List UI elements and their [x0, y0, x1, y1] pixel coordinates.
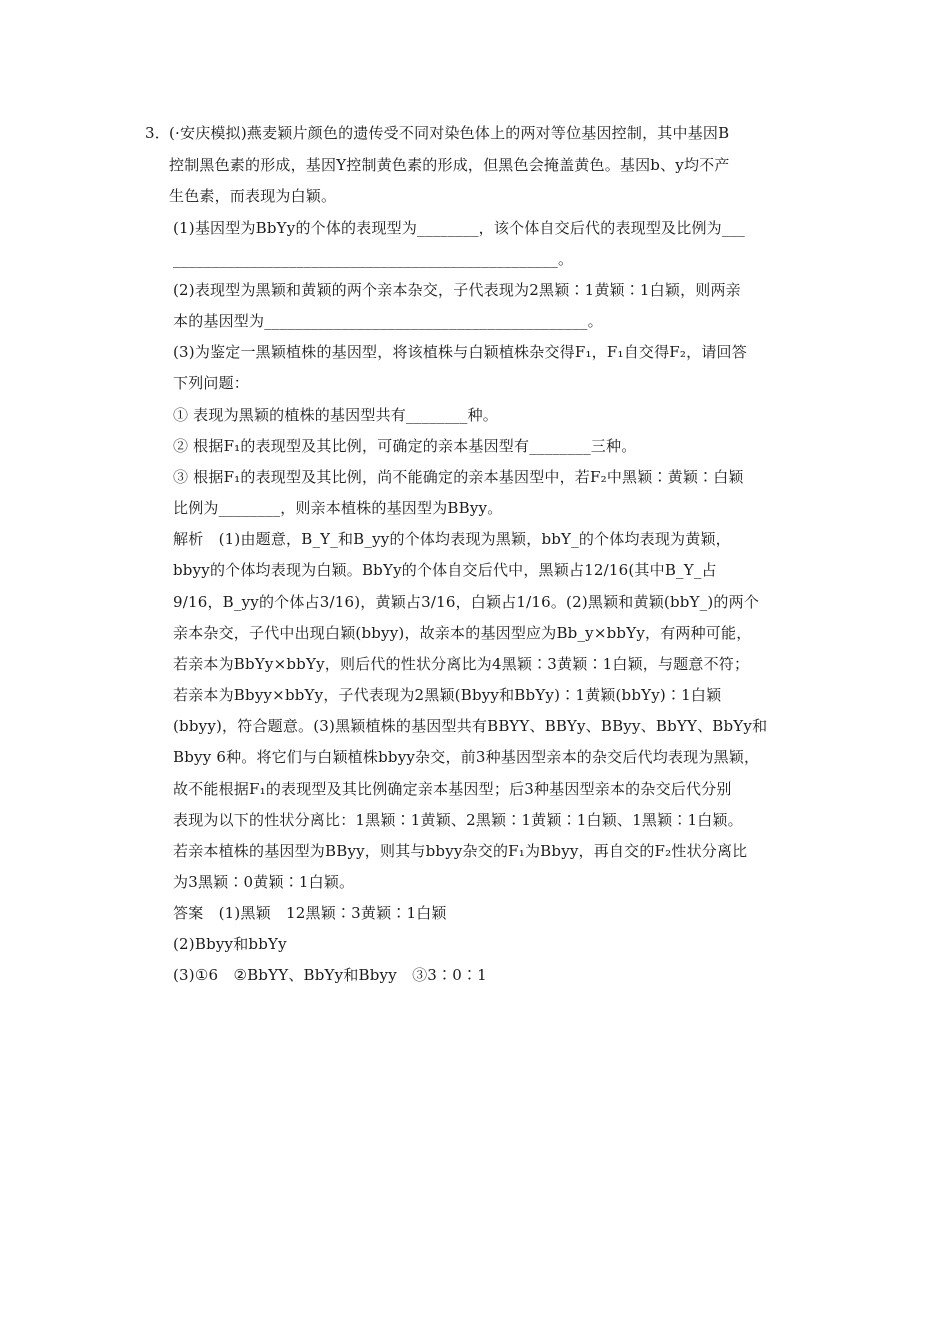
analysis-line: 若亲本为Bbyy×bbYy，子代表现为2黑颖(Bbyy和BbYy)∶1黄颖(bbYy)∶1白颖: [173, 686, 722, 704]
part-3-line-1: (3)为鉴定一黑颖植株的基因型，将该植株与白颖植株杂交得F₁，F₁自交得F₂，请回答: [173, 343, 747, 361]
analysis-line: 故不能根据F₁的表现型及其比例确定亲本基因型；后3种基因型亲本的杂交后代分别: [173, 780, 732, 798]
answer-line-1: 答案 (1)黑颖 12黑颖∶3黄颖∶1白颖: [173, 904, 447, 922]
part-2-line-2: 本的基因型为__________________________________________。: [173, 312, 603, 330]
analysis-line: 9/16，B_yy的个体占3/16)，黄颖占3/16，白颖占1/16。(2)黑颖和黄颖(bbY_)的两个: [173, 593, 760, 611]
answer-line-2: (2)Bbyy和bbYy: [173, 935, 287, 953]
question-stem-line-1: (·安庆模拟)燕麦颖片颜色的遗传受不同对染色体上的两对等位基因控制，其中基因B: [169, 124, 730, 142]
analysis-line: (bbyy)，符合题意。(3)黑颖植株的基因型共有BBYY、BBYy、BByy、BbYY、BbYy和: [173, 717, 768, 735]
question-stem-line-2: 控制黑色素的形成，基因Y控制黄色素的形成，但黑色会掩盖黄色。基因b、y均不产: [169, 156, 730, 174]
analysis-line: 亲本杂交，子代中出现白颖(bbyy)，故亲本的基因型应为Bb_y×bbYy，有两种可能，: [173, 624, 752, 642]
part-1-line-1: (1)基因型为BbYy的个体的表现型为________，该个体自交后代的表现型及比例为___: [173, 219, 745, 237]
analysis-line: 若亲本为BbYy×bbYy，则后代的性状分离比为4黑颖∶3黄颖∶1白颖，与题意不符；: [173, 655, 750, 673]
part-3-subquestion-3-line-2: 比例为________，则亲本植株的基因型为BByy。: [173, 499, 503, 517]
part-3-line-2: 下列问题：: [173, 374, 250, 392]
analysis-line: bbyy的个体均表现为白颖。BbYy的个体自交后代中，黑颖占12/16(其中B_Y_占: [173, 561, 717, 579]
analysis-line: Bbyy 6种。将它们与白颖植株bbyy杂交，前3种基因型亲本的杂交后代均表现为黑颖，: [173, 748, 760, 766]
part-1-line-2: __________________________________________________。: [173, 250, 574, 268]
part-3-subquestion-3-line-1: ③ 根据F₁的表现型及其比例，尚不能确定的亲本基因型中，若F₂中黑颖∶黄颖∶白颖: [173, 468, 744, 486]
part-3-subquestion-2: ② 根据F₁的表现型及其比例，可确定的亲本基因型有________三种。: [173, 437, 637, 455]
analysis-line: 为3黑颖∶0黄颖∶1白颖。: [173, 873, 355, 891]
analysis-line: 表现为以下的性状分离比：1黑颖∶1黄颖、2黑颖∶1黄颖∶1白颖、1黑颖∶1白颖。: [173, 811, 743, 829]
question-number: 3．: [145, 124, 170, 142]
analysis-line: 若亲本植株的基因型为BByy，则其与bbyy杂交的F₁为Bbyy，再自交的F₂性状分离比: [173, 842, 748, 860]
part-2-line-1: (2)表现型为黑颖和黄颖的两个亲本杂交，子代表现为2黑颖∶1黄颖∶1白颖，则两亲: [173, 281, 741, 299]
question-stem-line-3: 生色素，而表现为白颖。: [169, 187, 337, 205]
answer-line-3: (3)①6 ②BbYY、BbYy和Bbyy ③3∶0∶1: [173, 966, 487, 984]
analysis-line: 解析 (1)由题意，B_Y_和B_yy的个体均表现为黑颖，bbY_的个体均表现为黄颖，: [173, 530, 731, 548]
part-3-subquestion-1: ① 表现为黑颖的植株的基因型共有________种。: [173, 406, 498, 424]
